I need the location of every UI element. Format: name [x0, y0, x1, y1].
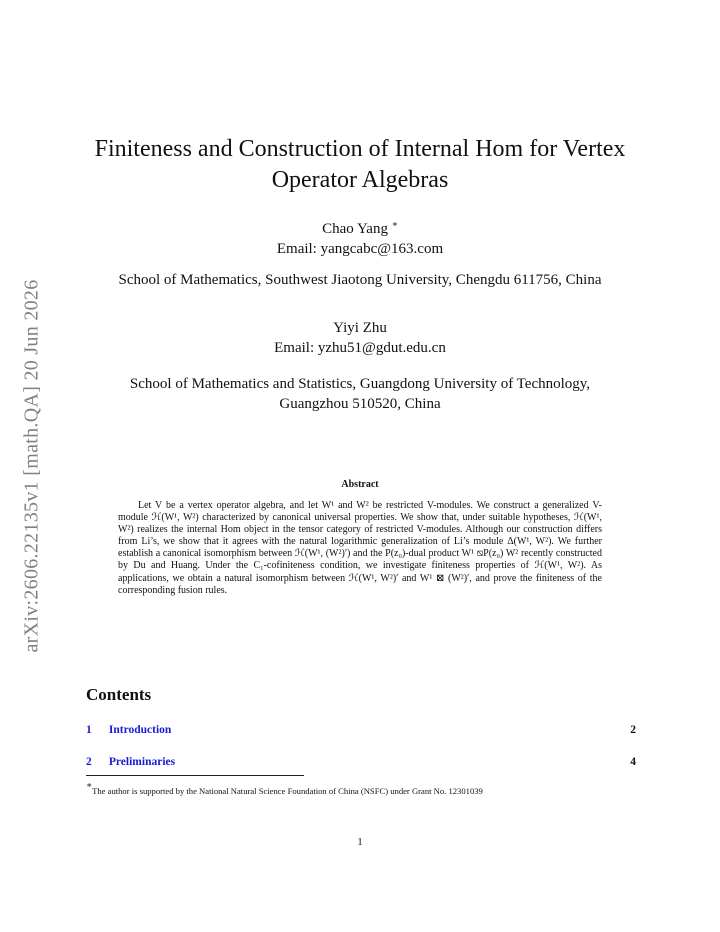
paper-title-line-1: Finiteness and Construction of Internal Hom for Vertex [94, 136, 626, 162]
author-1-footnote-marker: ∗ [391, 219, 398, 229]
abstract-heading: Abstract [341, 479, 379, 490]
author-2-email[interactable]: Email: yzhu51@gdut.edu.cn [274, 340, 446, 356]
author-2 [0, 318, 720, 358]
toc-entry-number: 1 [86, 724, 92, 736]
toc-entry-number: 2 [86, 756, 92, 768]
toc-entry-title[interactable]: Introduction [108, 724, 172, 736]
toc-entry-title[interactable]: Preliminaries [108, 756, 176, 768]
page-number: 1 [357, 836, 363, 848]
author-1-name: Chao Yang [322, 221, 388, 237]
abstract-text: Let V be a vertex operator algebra, and let W¹ and W² be restricted V-modules. We construct a generalized V-module ℋ(W¹, W²) characterized by canonical universal properties. We show that, under suitable hypotheses, ℋ(W¹, W²) realizes the internal Hom object in the tensor category of restricted V-modules. Although our construction differs from Li’s, we show that it agrees with the natural logarithmic generalization of Li’s module Δ(W¹, W²). We further establish a canonical isomorphism between ℋ(W¹, (W²)′) and the P(z₀)-dual product W¹ ⧅P(z₀) W² recently constructed by Du and Huang. Under the C₁-cofiniteness condition, we investigate finiteness properties of ℋ(W¹, W²). As applications, we obtain a natural isomorphism between ℋ(W¹, W²)′ and W¹ ⊠ (W²)′, and prove the finiteness of the corresponding fusion rules. [118, 500, 602, 596]
footnote [86, 780, 646, 796]
author-1-affiliation: School of Mathematics, Southwest Jiaotong University, Chengdu 611756, China [118, 272, 602, 288]
contents-heading: Contents [86, 685, 152, 704]
footnote-divider [86, 775, 304, 776]
author-1-email[interactable]: Email: yangcabc@163.com [276, 241, 444, 257]
author-2-affiliation-line-1: School of Mathematics and Statistics, Guangdong University of Technology, [129, 376, 591, 392]
paper-title [0, 134, 720, 196]
arxiv-identifier-text: arXiv:2606.22135v1 [math.QA] 20 Jun 2026 [20, 279, 43, 653]
toc-entry-page: 2 [630, 724, 636, 736]
footnote-text: The author is supported by the National Natural Science Foundation of China (NSFC) under Grant No. 12301039 [92, 786, 483, 796]
toc-entry-preliminaries[interactable] [86, 756, 636, 768]
toc-entry-introduction[interactable] [86, 724, 636, 736]
author-2-affiliation-line-2: Guangzhou 510520, China [279, 396, 441, 412]
paper-title-line-2: Operator Algebras [271, 167, 449, 193]
author-2-name: Yiyi Zhu [333, 320, 387, 336]
toc-entry-page: 4 [630, 756, 636, 768]
footnote-marker: ∗ [86, 780, 93, 790]
author-2-affiliation [0, 374, 720, 414]
author-1 [0, 214, 720, 259]
